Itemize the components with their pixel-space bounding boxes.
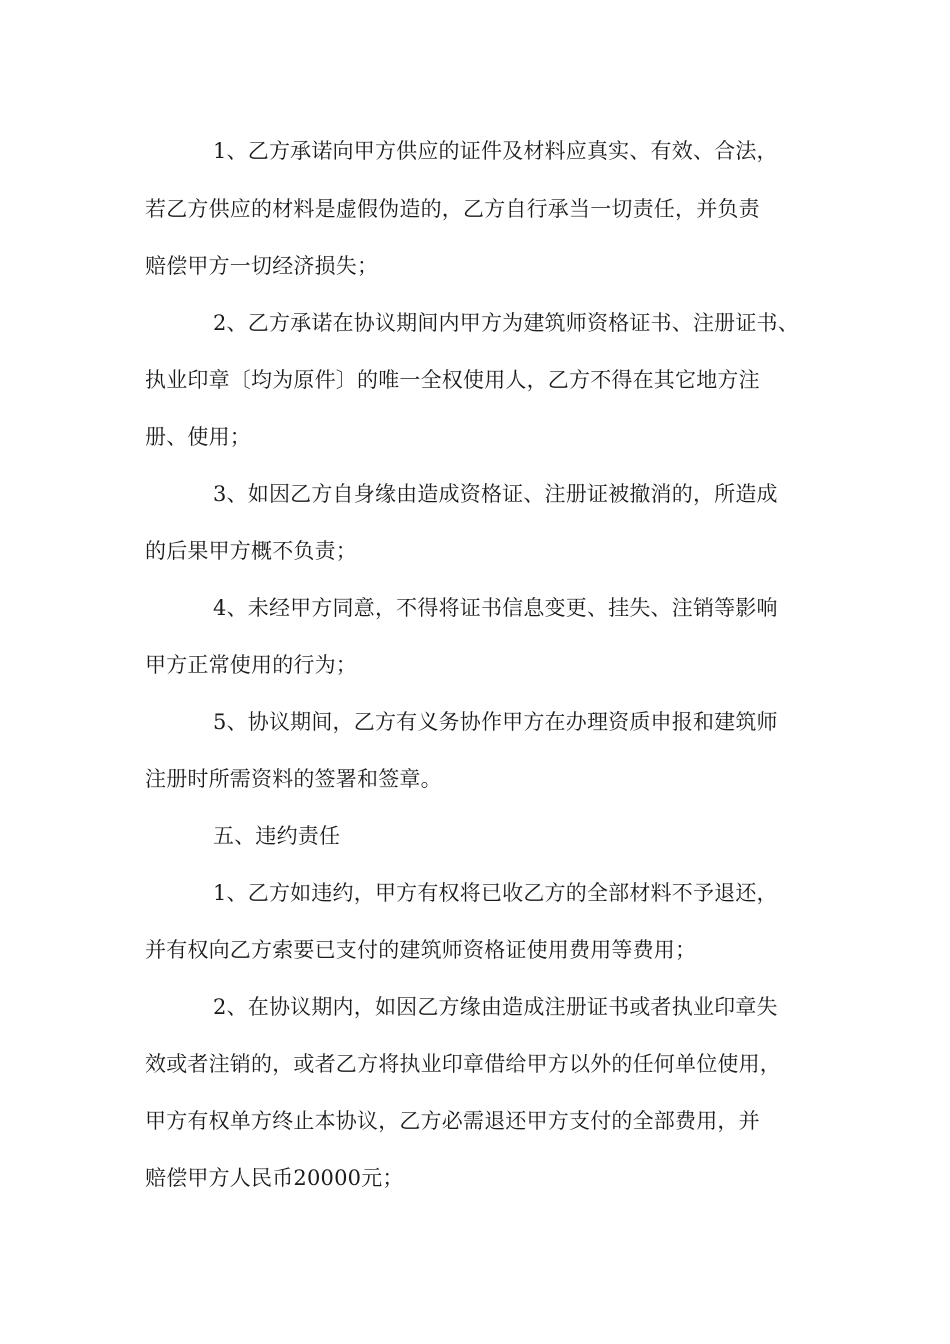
paragraph-line: 甲方正常使用的行为；: [145, 653, 357, 677]
paragraph-line: 1、乙方如违约，甲方有权将已收乙方的全部材料不予退还，: [213, 881, 778, 905]
paragraph-line: 的后果甲方概不负责；: [145, 539, 357, 563]
paragraph-line: 若乙方供应的材料是虚假伪造的，乙方自行承当一切责任，并负责: [145, 197, 760, 221]
paragraph-line: 执业印章〔均为原件〕的唯一全权使用人，乙方不得在其它地方注: [145, 368, 760, 392]
paragraph-line: 5、协议期间，乙方有义务协作甲方在办理资质申报和建筑师: [213, 710, 778, 734]
paragraph-line: 2、在协议期内，如因乙方缘由造成注册证书或者执业印章失: [213, 995, 778, 1019]
paragraph-line: 册、使用；: [145, 425, 251, 449]
paragraph-line: 甲方有权单方终止本协议，乙方必需退还甲方支付的全部费用，并: [145, 1109, 760, 1133]
paragraph-line: 并有权向乙方索要已支付的建筑师资格证使用费用等费用；: [145, 938, 697, 962]
paragraph-line: 1、乙方承诺向甲方供应的证件及材料应真实、有效、合法，: [213, 139, 778, 163]
paragraph-line: 注册时所需资料的签署和签章。: [145, 767, 442, 791]
paragraph-line: 4、未经甲方同意，不得将证书信息变更、挂失、注销等影响: [213, 596, 778, 620]
paragraph-line: 赔偿甲方一切经济损失；: [145, 254, 379, 278]
paragraph-line: 3、如因乙方自身缘由造成资格证、注册证被撤消的，所造成: [213, 482, 778, 506]
paragraph-line: 2、乙方承诺在协议期间内甲方为建筑师资格证书、注册证书、: [213, 311, 799, 335]
paragraph-line: 赔偿甲方人民币20000元；: [145, 1166, 404, 1190]
section-heading: 五、违约责任: [213, 824, 341, 848]
paragraph-line: 效或者注销的，或者乙方将执业印章借给甲方以外的任何单位使用，: [145, 1052, 781, 1076]
